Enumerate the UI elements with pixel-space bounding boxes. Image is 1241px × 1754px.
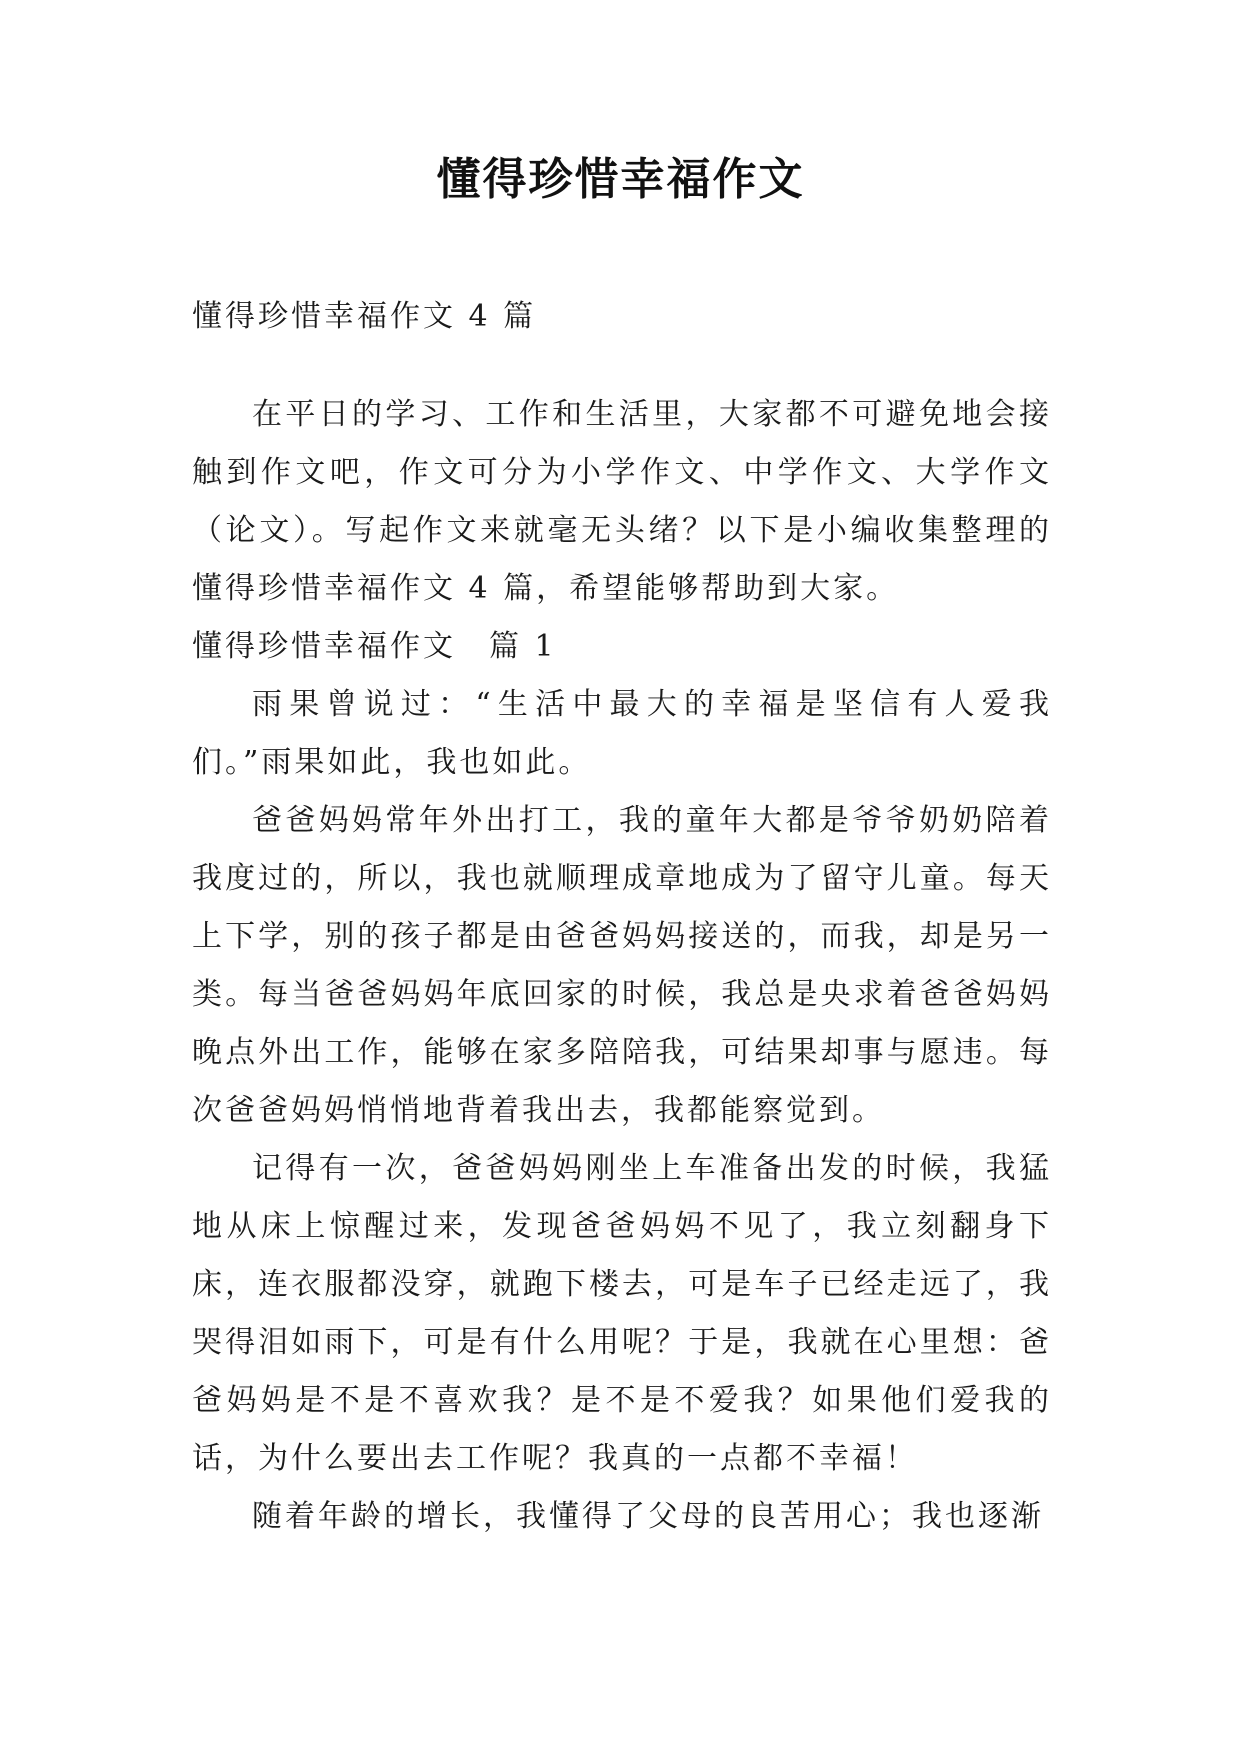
section-heading: 懂得珍惜幸福作文 篇 1 bbox=[192, 629, 557, 664]
body-paragraph: 记得有一次，爸爸妈妈刚坐上车准备出发的时候，我猛地从床上惊醒过来，发现爸爸妈妈不见了，我立刻翻身下床，连衣服都没穿，就跑下楼去，可是车子已经走远了，我哭得泪如雨下，可是有什么用呢？于是，我就在心里想：爸爸妈妈是不是不喜欢我？是不是不爱我？如果他们爱我的话，为什么要出去工作呢？我真的一点都不幸福！ bbox=[192, 1151, 1052, 1476]
intro-paragraph: 在平日的学习、工作和生活里，大家都不可避免地会接触到作文吧，作文可分为小学作文、中学作文、大学作文（论文）。写起作文来就毫无头绪？以下是小编收集整理的懂得珍惜幸福作文 4 篇，希望能够帮助到大家。 bbox=[192, 397, 1052, 606]
page-title: 懂得珍惜幸福作文 bbox=[436, 154, 805, 205]
body-paragraph: 随着年龄的增长，我懂得了父母的良苦用心；我也逐渐 bbox=[252, 1499, 1044, 1534]
body-paragraph: 爸爸妈妈常年外出打工，我的童年大都是爷爷奶奶陪着我度过的，所以，我也就顺理成章地成为了留守儿童。每天上下学，别的孩子都是由爸爸妈妈接送的，而我，却是另一类。每当爸爸妈妈年底回家的时候，我总是央求着爸爸妈妈晚点外出工作，能够在家多陪陪我，可结果却事与愿违。每次爸爸妈妈悄悄地背着我出去，我都能察觉到。 bbox=[192, 803, 1052, 1128]
document-body bbox=[192, 288, 1052, 1546]
body-paragraph: 雨果曾说过：“生活中最大的幸福是坚信有人爱我们。”雨果如此，我也如此。 bbox=[192, 687, 1052, 780]
document-subtitle: 懂得珍惜幸福作文 4 篇 bbox=[192, 299, 537, 334]
